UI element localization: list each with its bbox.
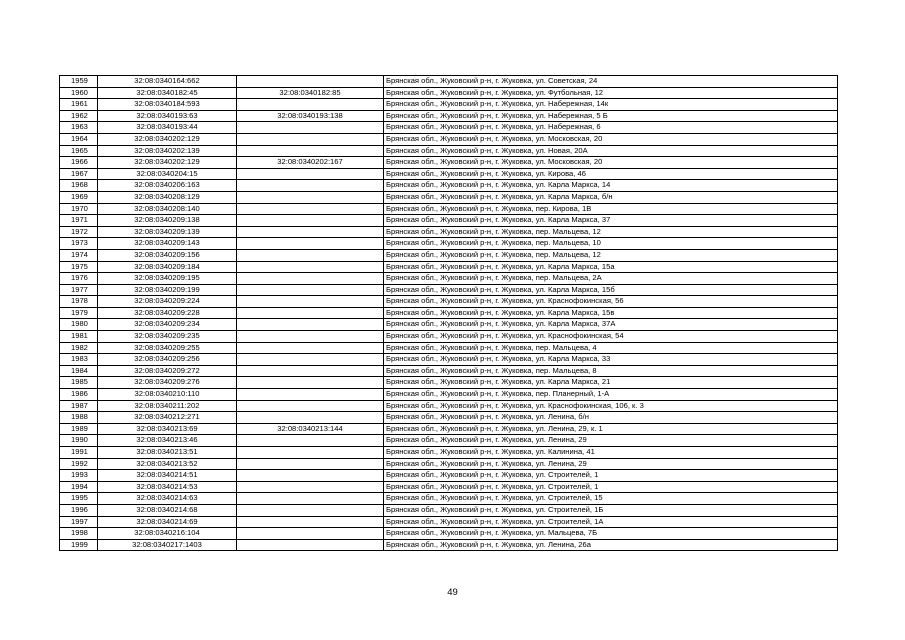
cadastral-number-cell: 32:08:0340212:271 [98,412,237,424]
linked-cadastral-number-cell [237,133,384,145]
linked-cadastral-number-cell [237,180,384,192]
document-table-container [59,75,837,551]
linked-cadastral-number-cell [237,238,384,250]
table-row [60,435,838,447]
row-number-cell: 1997 [60,516,98,528]
row-number-cell: 1999 [60,539,98,551]
property-table [59,75,838,551]
linked-cadastral-number-cell [237,273,384,285]
table-row [60,296,838,308]
linked-cadastral-number-cell [237,168,384,180]
address-cell: Брянская обл., Жуковский р-н, г. Жуковка, ул. Мальцева, 7Б [384,528,838,540]
row-number-cell: 1975 [60,261,98,273]
address-cell: Брянская обл., Жуковский р-н, г. Жуковка, ул. Карла Маркса, 33 [384,354,838,366]
linked-cadastral-number-cell [237,296,384,308]
table-row [60,238,838,250]
address-cell: Брянская обл., Жуковский р-н, г. Жуковка, ул. Карла Маркса, 21 [384,377,838,389]
address-cell: Брянская обл., Жуковский р-н, г. Жуковка, ул. Советская, 24 [384,76,838,88]
table-row [60,470,838,482]
cadastral-number-cell: 32:08:0340184:593 [98,99,237,111]
cadastral-number-cell: 32:08:0340211:202 [98,400,237,412]
table-row [60,447,838,459]
linked-cadastral-number-cell [237,284,384,296]
cadastral-number-cell: 32:08:0340209:138 [98,215,237,227]
address-cell: Брянская обл., Жуковский р-н, г. Жуковка, пер. Мальцева, 10 [384,238,838,250]
table-row [60,168,838,180]
address-cell: Брянская обл., Жуковский р-н, г. Жуковка, пер. Мальцева, 2А [384,273,838,285]
table-row [60,284,838,296]
row-number-cell: 1960 [60,87,98,99]
cadastral-number-cell: 32:08:0340209:139 [98,226,237,238]
row-number-cell: 1974 [60,249,98,261]
row-number-cell: 1982 [60,342,98,354]
row-number-cell: 1998 [60,528,98,540]
address-cell: Брянская обл., Жуковский р-н, г. Жуковка, ул. Ленина, 26а [384,539,838,551]
cadastral-number-cell: 32:08:0340209:272 [98,365,237,377]
table-row [60,273,838,285]
table-row [60,423,838,435]
row-number-cell: 1995 [60,493,98,505]
row-number-cell: 1962 [60,110,98,122]
cadastral-number-cell: 32:08:0340208:129 [98,191,237,203]
row-number-cell: 1980 [60,319,98,331]
linked-cadastral-number-cell [237,215,384,227]
cadastral-number-cell: 32:08:0340213:51 [98,447,237,459]
cadastral-number-cell: 32:08:0340209:184 [98,261,237,273]
address-cell: Брянская обл., Жуковский р-н, г. Жуковка, ул. Футбольная, 12 [384,87,838,99]
table-row [60,180,838,192]
linked-cadastral-number-cell [237,342,384,354]
cadastral-number-cell: 32:08:0340209:234 [98,319,237,331]
address-cell: Брянская обл., Жуковский р-н, г. Жуковка, ул. Новая, 20А [384,145,838,157]
cadastral-number-cell: 32:08:0340210:110 [98,389,237,401]
table-row [60,365,838,377]
cadastral-number-cell: 32:08:0340213:52 [98,458,237,470]
table-row [60,133,838,145]
cadastral-number-cell: 32:08:0340202:129 [98,157,237,169]
cadastral-number-cell: 32:08:0340193:63 [98,110,237,122]
row-number-cell: 1979 [60,307,98,319]
linked-cadastral-number-cell: 32:08:0340182:85 [237,87,384,99]
cadastral-number-cell: 32:08:0340209:143 [98,238,237,250]
linked-cadastral-number-cell: 32:08:0340213:144 [237,423,384,435]
linked-cadastral-number-cell [237,203,384,215]
linked-cadastral-number-cell [237,354,384,366]
table-row [60,110,838,122]
linked-cadastral-number-cell [237,191,384,203]
cadastral-number-cell: 32:08:0340209:255 [98,342,237,354]
table-row [60,99,838,111]
row-number-cell: 1993 [60,470,98,482]
linked-cadastral-number-cell [237,261,384,273]
table-row [60,76,838,88]
address-cell: Брянская обл., Жуковский р-н, г. Жуковка, ул. Строителей, 1 [384,470,838,482]
row-number-cell: 1994 [60,481,98,493]
linked-cadastral-number-cell [237,539,384,551]
table-row [60,319,838,331]
table-row [60,481,838,493]
linked-cadastral-number-cell [237,122,384,134]
row-number-cell: 1978 [60,296,98,308]
linked-cadastral-number-cell [237,435,384,447]
row-number-cell: 1970 [60,203,98,215]
cadastral-number-cell: 32:08:0340209:156 [98,249,237,261]
address-cell: Брянская обл., Жуковский р-н, г. Жуковка, ул. Строителей, 15 [384,493,838,505]
cadastral-number-cell: 32:08:0340206:163 [98,180,237,192]
linked-cadastral-number-cell [237,99,384,111]
address-cell: Брянская обл., Жуковский р-н, г. Жуковка, ул. Калинина, 41 [384,447,838,459]
linked-cadastral-number-cell [237,319,384,331]
linked-cadastral-number-cell [237,470,384,482]
row-number-cell: 1987 [60,400,98,412]
table-row [60,539,838,551]
table-row [60,354,838,366]
cadastral-number-cell: 32:08:0340214:68 [98,504,237,516]
table-row [60,249,838,261]
address-cell: Брянская обл., Жуковский р-н, г. Жуковка, ул. Краснофокинская, 56 [384,296,838,308]
linked-cadastral-number-cell [237,493,384,505]
row-number-cell: 1988 [60,412,98,424]
cadastral-number-cell: 32:08:0340202:139 [98,145,237,157]
linked-cadastral-number-cell [237,504,384,516]
address-cell: Брянская обл., Жуковский р-н, г. Жуковка, пер. Мальцева, 8 [384,365,838,377]
address-cell: Брянская обл., Жуковский р-н, г. Жуковка, пер. Мальцева, 12 [384,249,838,261]
row-number-cell: 1961 [60,99,98,111]
cadastral-number-cell: 32:08:0340214:51 [98,470,237,482]
table-row [60,516,838,528]
row-number-cell: 1959 [60,76,98,88]
address-cell: Брянская обл., Жуковский р-н, г. Жуковка, ул. Набережная, 6 [384,122,838,134]
address-cell: Брянская обл., Жуковский р-н, г. Жуковка, ул. Строителей, 1А [384,516,838,528]
table-row [60,87,838,99]
table-row [60,191,838,203]
row-number-cell: 1989 [60,423,98,435]
table-row [60,122,838,134]
address-cell: Брянская обл., Жуковский р-н, г. Жуковка, пер. Мальцева, 12 [384,226,838,238]
address-cell: Брянская обл., Жуковский р-н, г. Жуковка, ул. Московская, 20 [384,133,838,145]
address-cell: Брянская обл., Жуковский р-н, г. Жуковка, ул. Ленина, 29 [384,458,838,470]
row-number-cell: 1996 [60,504,98,516]
address-cell: Брянская обл., Жуковский р-н, г. Жуковка, ул. Московская, 20 [384,157,838,169]
cadastral-number-cell: 32:08:0340214:69 [98,516,237,528]
linked-cadastral-number-cell [237,249,384,261]
cadastral-number-cell: 32:08:0340208:140 [98,203,237,215]
address-cell: Брянская обл., Жуковский р-н, г. Жуковка, ул. Набережная, 5 Б [384,110,838,122]
row-number-cell: 1992 [60,458,98,470]
row-number-cell: 1976 [60,273,98,285]
cadastral-number-cell: 32:08:0340182:45 [98,87,237,99]
table-body [60,76,838,551]
address-cell: Брянская обл., Жуковский р-н, г. Жуковка, ул. Строителей, 1Б [384,504,838,516]
address-cell: Брянская обл., Жуковский р-н, г. Жуковка, ул. Ленина, б/н [384,412,838,424]
linked-cadastral-number-cell [237,226,384,238]
row-number-cell: 1968 [60,180,98,192]
table-row [60,412,838,424]
cadastral-number-cell: 32:08:0340193:44 [98,122,237,134]
address-cell: Брянская обл., Жуковский р-н, г. Жуковка, ул. Карла Маркса, 37А [384,319,838,331]
linked-cadastral-number-cell [237,377,384,389]
address-cell: Брянская обл., Жуковский р-н, г. Жуковка, ул. Карла Маркса, 14 [384,180,838,192]
cadastral-number-cell: 32:08:0340209:199 [98,284,237,296]
address-cell: Брянская обл., Жуковский р-н, г. Жуковка, ул. Набережная, 14к [384,99,838,111]
address-cell: Брянская обл., Жуковский р-н, г. Жуковка, пер. Планерный, 1-А [384,389,838,401]
linked-cadastral-number-cell: 32:08:0340193:138 [237,110,384,122]
table-row [60,261,838,273]
row-number-cell: 1985 [60,377,98,389]
row-number-cell: 1966 [60,157,98,169]
address-cell: Брянская обл., Жуковский р-н, г. Жуковка, ул. Карла Маркса, 15б [384,284,838,296]
linked-cadastral-number-cell: 32:08:0340202:167 [237,157,384,169]
table-row [60,504,838,516]
table-row [60,377,838,389]
row-number-cell: 1984 [60,365,98,377]
linked-cadastral-number-cell [237,331,384,343]
address-cell: Брянская обл., Жуковский р-н, г. Жуковка, ул. Карла Маркса, 15а [384,261,838,273]
address-cell: Брянская обл., Жуковский р-н, г. Жуковка, ул. Карла Маркса, б/н [384,191,838,203]
cadastral-number-cell: 32:08:0340209:276 [98,377,237,389]
cadastral-number-cell: 32:08:0340209:256 [98,354,237,366]
row-number-cell: 1965 [60,145,98,157]
row-number-cell: 1964 [60,133,98,145]
table-row [60,226,838,238]
table-row [60,331,838,343]
address-cell: Брянская обл., Жуковский р-н, г. Жуковка, пер. Мальцева, 4 [384,342,838,354]
linked-cadastral-number-cell [237,528,384,540]
linked-cadastral-number-cell [237,412,384,424]
table-row [60,145,838,157]
cadastral-number-cell: 32:08:0340213:69 [98,423,237,435]
row-number-cell: 1972 [60,226,98,238]
address-cell: Брянская обл., Жуковский р-н, г. Жуковка, ул. Краснофокинская, 54 [384,331,838,343]
cadastral-number-cell: 32:08:0340209:228 [98,307,237,319]
cadastral-number-cell: 32:08:0340204:15 [98,168,237,180]
linked-cadastral-number-cell [237,76,384,88]
linked-cadastral-number-cell [237,365,384,377]
cadastral-number-cell: 32:08:0340209:195 [98,273,237,285]
linked-cadastral-number-cell [237,307,384,319]
table-row [60,493,838,505]
cadastral-number-cell: 32:08:0340214:53 [98,481,237,493]
address-cell: Брянская обл., Жуковский р-н, г. Жуковка, ул. Краснофокинская, 106, к. 3 [384,400,838,412]
cadastral-number-cell: 32:08:0340216:104 [98,528,237,540]
linked-cadastral-number-cell [237,481,384,493]
address-cell: Брянская обл., Жуковский р-н, г. Жуковка, ул. Ленина, 29, к. 1 [384,423,838,435]
row-number-cell: 1991 [60,447,98,459]
linked-cadastral-number-cell [237,145,384,157]
address-cell: Брянская обл., Жуковский р-н, г. Жуковка, ул. Кирова, 46 [384,168,838,180]
row-number-cell: 1967 [60,168,98,180]
row-number-cell: 1990 [60,435,98,447]
linked-cadastral-number-cell [237,458,384,470]
address-cell: Брянская обл., Жуковский р-н, г. Жуковка, ул. Карла Маркса, 37 [384,215,838,227]
row-number-cell: 1983 [60,354,98,366]
table-row [60,342,838,354]
row-number-cell: 1977 [60,284,98,296]
row-number-cell: 1969 [60,191,98,203]
address-cell: Брянская обл., Жуковский р-н, г. Жуковка, ул. Ленина, 29 [384,435,838,447]
row-number-cell: 1973 [60,238,98,250]
cadastral-number-cell: 32:08:0340217:1403 [98,539,237,551]
address-cell: Брянская обл., Жуковский р-н, г. Жуковка, ул. Строителей, 1 [384,481,838,493]
cadastral-number-cell: 32:08:0340164:662 [98,76,237,88]
row-number-cell: 1963 [60,122,98,134]
table-row [60,400,838,412]
table-row [60,389,838,401]
table-row [60,458,838,470]
cadastral-number-cell: 32:08:0340209:235 [98,331,237,343]
row-number-cell: 1986 [60,389,98,401]
row-number-cell: 1981 [60,331,98,343]
linked-cadastral-number-cell [237,447,384,459]
table-row [60,528,838,540]
row-number-cell: 1971 [60,215,98,227]
cadastral-number-cell: 32:08:0340213:46 [98,435,237,447]
table-row [60,215,838,227]
linked-cadastral-number-cell [237,516,384,528]
table-row [60,307,838,319]
table-row [60,157,838,169]
cadastral-number-cell: 32:08:0340214:63 [98,493,237,505]
table-row [60,203,838,215]
linked-cadastral-number-cell [237,389,384,401]
page-number: 49 [447,587,458,598]
cadastral-number-cell: 32:08:0340202:129 [98,133,237,145]
cadastral-number-cell: 32:08:0340209:224 [98,296,237,308]
address-cell: Брянская обл., Жуковский р-н, г. Жуковка, пер. Кирова, 1В [384,203,838,215]
linked-cadastral-number-cell [237,400,384,412]
address-cell: Брянская обл., Жуковский р-н, г. Жуковка, ул. Карла Маркса, 15в [384,307,838,319]
